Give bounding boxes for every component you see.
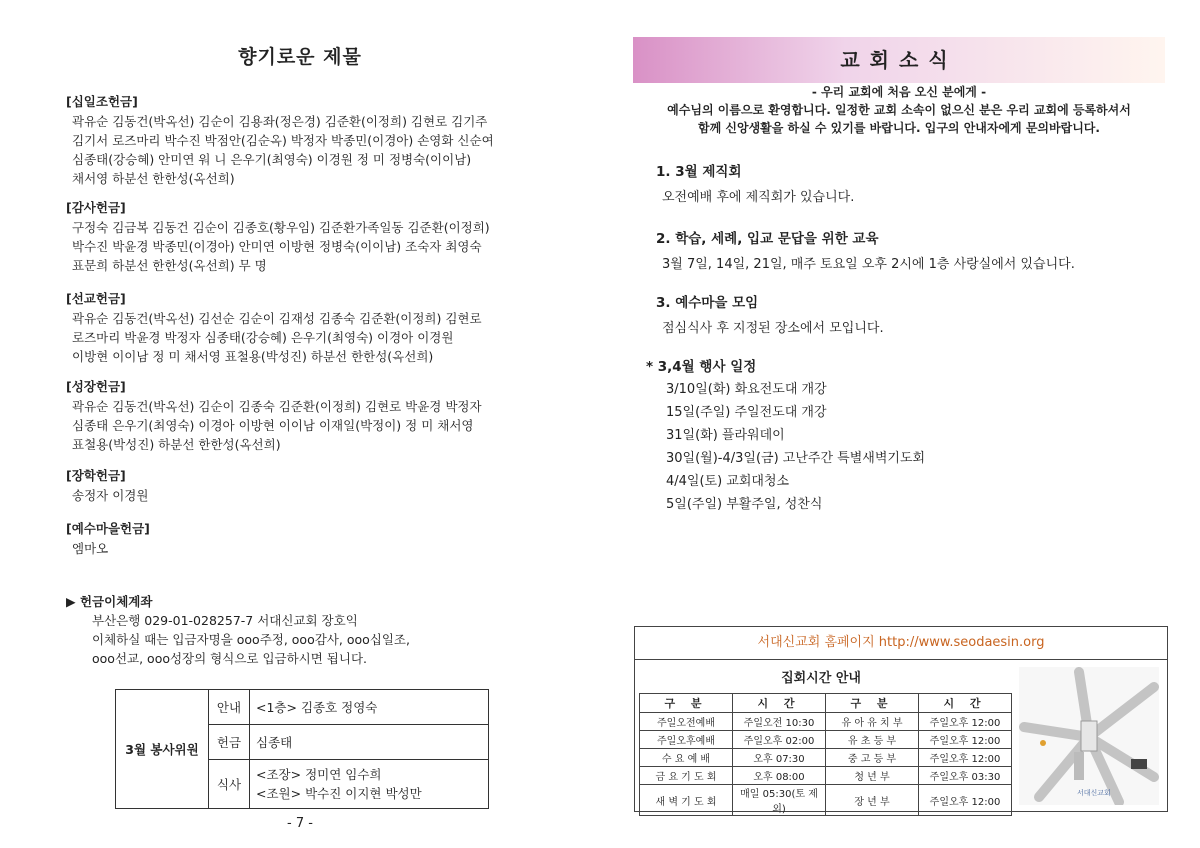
transfer-body: 부산은행 029-01-028257-7 서대신교회 장호익 이체하실 때는 입금자명을 ooo주정, ooo감사, ooo십일조, ooo선교, ooo성장의 형식으로 입금하시면 됩니다. (92, 613, 410, 666)
offering-section (66, 519, 586, 558)
column-header: 시 간 (733, 694, 826, 713)
welcome-title: - 우리 교회에 처음 오신 분에게 - (811, 85, 987, 99)
column-header: 구 분 (826, 694, 919, 713)
news-item (656, 227, 1176, 272)
table-cell: 주일오후 02:00 (733, 731, 826, 749)
table-row (640, 749, 1012, 767)
table-row (116, 690, 489, 725)
schedule-list (646, 378, 1166, 516)
offering-heading: [감사헌금] (66, 200, 126, 215)
table-cell: 청 년 부 (826, 767, 919, 785)
offering-heading: [장학헌금] (66, 468, 126, 483)
list-item: 30일(월)-4/3일(금) 고난주간 특별새벽기도회 (666, 451, 926, 466)
table-cell: 오후 08:00 (733, 767, 826, 785)
list-item: 4/4일(토) 교회대청소 (666, 474, 790, 489)
offering-names: 엠마오 (72, 541, 109, 556)
table-cell: 주일오전예배 (640, 713, 733, 731)
homepage-link[interactable]: 서대신교회 홈페이지 http://www.seodaesin.org (635, 627, 1167, 660)
table-cell: 주일오후 12:00 (919, 785, 1012, 816)
offering-heading: [선교헌금] (66, 291, 126, 306)
church-info-box (634, 626, 1168, 815)
table-cell: 주일오후 12:00 (919, 731, 1012, 749)
news-body: 오전예배 후에 제직회가 있습니다. (662, 190, 855, 205)
news-banner: 교회소식 (633, 37, 1165, 83)
table-header-row (640, 694, 1012, 713)
map-icon (1019, 667, 1159, 805)
volunteer-names: <조장> 정미연 임수희 <조원> 박수진 이지현 박성만 (250, 760, 489, 809)
table-cell: 중 고 등 부 (826, 749, 919, 767)
bank-transfer-info (66, 592, 566, 668)
church-location-map (1019, 667, 1159, 805)
table-cell: 주일오후 12:00 (919, 749, 1012, 767)
welcome-body: 예수님의 이름으로 환영합니다. 일정한 교회 소속이 없으신 분은 우리 교회에 등록하셔서 (667, 103, 1131, 117)
volunteer-names: <1층> 김종호 정영숙 (250, 690, 489, 725)
welcome-body-2: 함께 신앙생활을 하실 수 있기를 바랍니다. 입구의 안내자에게 문의바랍니다. (698, 121, 1100, 135)
table-cell: 수 요 예 배 (640, 749, 733, 767)
table-cell: 오후 07:30 (733, 749, 826, 767)
meeting-times-title: 집회시간 안내 (781, 671, 861, 686)
table-cell: 장 년 부 (826, 785, 919, 816)
volunteer-role: 헌금 (209, 725, 250, 760)
offering-names: 곽유순 김동건(박옥선) 김순이 김종숙 김준환(이정희) 김현로 박윤경 박정자 심종태 은우기(최영숙) 이경아 이방현 이이남 이재일(박정이) 정 미 채서영 표철용(박성진) 하분선 한한성(옥선희) (72, 399, 482, 452)
offering-section (66, 92, 586, 188)
offering-names: 구정숙 김금복 김동건 김순이 김종호(황우임) 김준환가족일동 김준환(이정희) 박수진 박윤경 박종민(이경아) 안미연 이방현 정병숙(이이남) 조숙자 최영숙 표문희 하분선 한한성(옥선희) 무 명 (72, 220, 490, 273)
table-cell: 유 초 등 부 (826, 731, 919, 749)
column-header: 시 간 (919, 694, 1012, 713)
table-cell: 주일오전 10:30 (733, 713, 826, 731)
offering-heading: [예수마을헌금] (66, 521, 150, 536)
news-heading: 2. 학습, 세례, 입교 문답을 위한 교육 (656, 231, 879, 247)
welcome-message (633, 83, 1165, 137)
volunteer-role: 식사 (209, 760, 250, 809)
table-cell: 주일오후예배 (640, 731, 733, 749)
meeting-times-table (639, 693, 1012, 816)
offering-section (66, 377, 586, 454)
list-item: 5일(주일) 부활주일, 성찬식 (666, 497, 823, 512)
list-item: 31일(화) 플라워데이 (666, 428, 785, 443)
table-cell: 새 벽 기 도 회 (640, 785, 733, 816)
table-row (640, 731, 1012, 749)
transfer-heading: ▶ 헌금이체계좌 (66, 594, 153, 609)
table-row (640, 713, 1012, 731)
table-cell: 금 요 기 도 회 (640, 767, 733, 785)
table-cell: 매일 05:30(토 제외) (733, 785, 826, 816)
schedule-heading: * 3,4월 행사 일정 (646, 359, 757, 375)
news-item (656, 291, 1176, 336)
volunteer-names: 심종태 (250, 725, 489, 760)
offering-heading: [성장헌금] (66, 379, 126, 394)
list-item: 15일(주일) 주일전도대 개강 (666, 405, 827, 420)
offering-names: 곽유순 김동건(박옥선) 김순이 김용좌(정은경) 김준환(이정희) 김현로 김기주 김기서 로즈마리 박수진 박점안(김순옥) 박정자 박종민(이경아) 손영화 신순여 심종태(강승혜) 안미연 워 니 은우기(최영숙) 이경원 정 미 정병숙(이이남) 채서영 하분선 한한성(옥선희) (72, 114, 494, 186)
page-title: 향기로운 제물 (238, 46, 362, 68)
offering-section (66, 289, 586, 366)
event-schedule (646, 355, 1166, 516)
volunteer-role: 안내 (209, 690, 250, 725)
offering-heading: [십일조헌금] (66, 94, 138, 109)
offering-names: 송정자 이경원 (72, 488, 149, 503)
table-cell: 주일오후 12:00 (919, 713, 1012, 731)
page-number: - 7 - (287, 816, 313, 831)
volunteer-table (115, 689, 489, 809)
news-heading: 1. 3월 제직회 (656, 164, 742, 180)
table-row (640, 785, 1012, 816)
map-church-label: 서대신교회 (1077, 789, 1111, 797)
table-cell: 주일오후 03:30 (919, 767, 1012, 785)
offering-section (66, 198, 586, 275)
table-cell: 유 아 유 치 부 (826, 713, 919, 731)
list-item: 3/10일(화) 화요전도대 개강 (666, 382, 827, 397)
volunteer-label: 3월 봉사위원 (116, 690, 209, 809)
news-body: 점심식사 후 지정된 장소에서 모입니다. (662, 321, 884, 336)
offering-names: 곽유순 김동건(박옥선) 김선순 김순이 김재성 김종숙 김준환(이정희) 김현로 로즈마리 박윤경 박정자 심종태(강승혜) 은우기(최영숙) 이경아 이경원 이방현 이이남 정 미 채서영 표철용(박성진) 하분선 한한성(옥선희) (72, 311, 482, 364)
news-body: 3월 7일, 14일, 21일, 매주 토요일 오후 2시에 1층 사랑실에서 있습니다. (662, 257, 1075, 272)
column-header: 구 분 (640, 694, 733, 713)
offering-section (66, 466, 586, 505)
news-item (656, 160, 1176, 205)
right-page (600, 0, 1200, 848)
news-heading: 3. 예수마을 모임 (656, 295, 759, 311)
table-row (640, 767, 1012, 785)
